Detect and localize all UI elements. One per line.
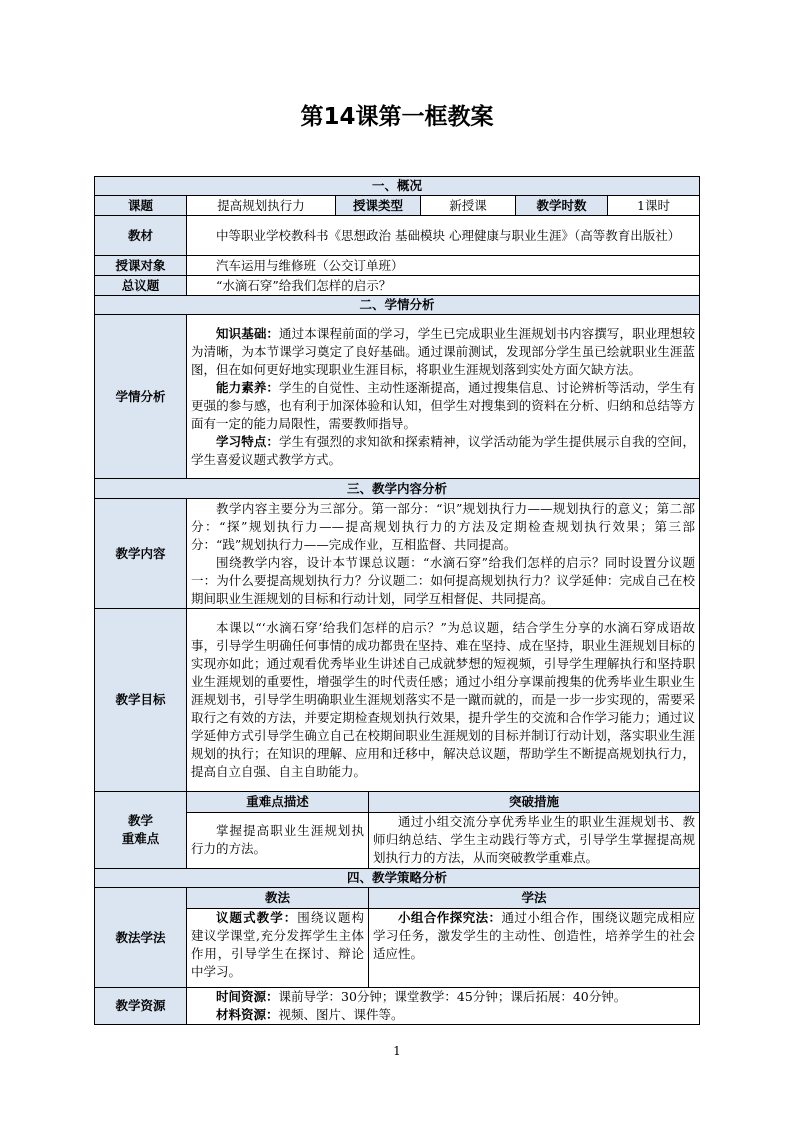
textbook-label: 教材	[95, 216, 187, 256]
material-resource-text: 视频、图片、课件等。	[278, 1007, 404, 1022]
teaching-method-header: 教法	[187, 888, 369, 908]
teaching-content-p1: 教学内容主要分为三部分。第一部分：“识”规划执行力——规划执行的意义；第二部分：“探”规划执行力——提高规划执行力的方法及定期检查规划执行效果；第三部分：“践”规划执行力——完成作业，互相监督、共同提高。	[191, 500, 696, 552]
hours-label: 教学时数	[516, 196, 608, 216]
resource-cell	[187, 988, 700, 1025]
knowledge-basis-paragraph	[191, 325, 695, 379]
course-value: 提高规划执行力	[187, 196, 336, 216]
ability-key: 能力素养：	[216, 379, 280, 395]
course-label: 课题	[95, 196, 187, 216]
key-measure-text: 通过小组交流分享优秀毕业生的职业生涯规划书、教师归纳总结、学生主动践行等方式，引导学生掌握提高规划执行力的方法，从而突破教学重难点。	[373, 814, 696, 865]
learning-method-desc: 通过小组合作，围绕议题完成相应学习任务，激发学生的主动性、创造性，培养学生的社会适应性。	[373, 910, 696, 961]
key-desc-text: 掌握提高职业生涯规划执行力的方法。	[187, 813, 369, 868]
textbook-value: 中等职业学校教科书《思想政治 基础模块 心理健康与职业生涯》（高等教育出版社）	[187, 216, 700, 256]
learning-method-text	[369, 909, 699, 987]
teaching-content-label: 教学内容	[95, 499, 187, 609]
method-label: 教法学法	[95, 888, 187, 988]
learning-method-header: 学法	[369, 888, 699, 908]
time-resource-text: 课前导学：30分钟；课堂教学：45分钟；课后拓展：40分钟。	[278, 989, 627, 1004]
learning-traits-key: 学习特点：	[216, 433, 280, 449]
key-difficulty-label	[95, 792, 187, 869]
teaching-method-desc: 围绕议题构建议学课堂,充分发挥学生主体作用，引导学生在探讨、辩论中学习。	[191, 910, 364, 979]
teaching-goal-label: 教学目标	[95, 609, 187, 792]
learning-traits-text: 学生有强烈的求知欲和探索精神，议学活动能为学生提供展示自我的空间，学生喜爱议题式教学方式。	[191, 433, 696, 467]
knowledge-basis-text: 通过本课程前面的学习，学生已完成职业生涯规划书内容撰写，职业理想较为清晰，为本节课学习奠定了良好基础。通过课前测试，发现部分学生虽已绘就职业生涯蓝图，但在如何更好地实现职业生涯目标，将职业生涯规划落到实处方面欠缺方法。	[191, 325, 696, 377]
resource-label: 教学资源	[95, 988, 187, 1025]
teaching-method-text	[187, 909, 369, 987]
teaching-content-p2: 围绕教学内容，设计本节课总议题：“水滴石穿”给我们怎样的启示？同时设置分议题一：为什么要提高规划执行力？分议题二：如何提高规划执行力？议学延伸：完成自己在校期间职业生涯规划的目标和行动计划，同学互相督促、共同提高。	[191, 554, 696, 606]
key-label-line2: 重难点	[121, 831, 160, 846]
knowledge-basis-key: 知识基础：	[216, 325, 280, 341]
key-difficulty-cell	[187, 792, 700, 869]
key-label-line1: 教学	[127, 813, 153, 828]
target-label: 授课对象	[95, 256, 187, 276]
material-resource-paragraph	[191, 1006, 695, 1024]
method-cell	[187, 888, 700, 988]
time-resource-paragraph	[191, 988, 695, 1006]
target-value: 汽车运用与维修班（公交订单班）	[187, 256, 700, 276]
teaching-method-key: 议题式教学：	[216, 910, 298, 925]
topic-label: 总议题	[95, 276, 187, 296]
lesson-plan-table	[94, 176, 700, 1025]
page-number: 1	[393, 1044, 401, 1058]
section-content-analysis: 三、教学内容分析	[95, 479, 700, 499]
hours-value: 1课时	[608, 196, 700, 216]
page-title: 第14课第一框教案	[300, 104, 494, 130]
lesson-type-label: 授课类型	[336, 196, 421, 216]
student-analysis-content	[187, 315, 700, 479]
topic-value: “水滴石穿”给我们怎样的启示？	[187, 276, 700, 296]
material-resource-key: 材料资源：	[216, 1007, 279, 1022]
key-measure-header: 突破措施	[369, 792, 699, 812]
lesson-type-value: 新授课	[421, 196, 516, 216]
teaching-content-cell	[187, 499, 700, 609]
ability-paragraph	[191, 379, 695, 433]
learning-traits-paragraph	[191, 433, 695, 469]
learning-method-key: 小组合作探究法：	[398, 910, 502, 925]
section-strategy-analysis: 四、教学策略分析	[95, 869, 700, 888]
teaching-goal-text: 本课以“‘水滴石穿’给我们怎样的启示？”为总议题，结合学生分享的水滴石穿成语故事，引导学生明确任何事情的成功都贵在坚持、难在坚持、成在坚持，职业生涯规划目标的实现亦如此；通过观看优秀毕业生讲述自己成就梦想的短视频，引导学生理解执行和坚持职业生涯规划的重要性，增强学生的时代责任感；通过小组分享课前搜集的优秀毕业生职业生涯规划书，引导学生明确职业生涯规划落实不是一蹴而就的，而是一步一步实现的，需要采取行之有效的方法，并要定期检查规划执行效果，提升学生的交流和合作学习能力；通过议学延伸方式引导学生确立自己在校期间职业生涯规划的目标并制订行动计划，落实职业生涯规划的执行；在知识的理解、应用和迁移中，解决总议题，帮助学生不断提高规划执行力，提高自立自强、自主自助能力。	[187, 609, 700, 792]
section-student-analysis: 二、学情分析	[95, 296, 700, 315]
student-analysis-label: 学情分析	[95, 315, 187, 479]
key-desc-header: 重难点描述	[187, 792, 369, 812]
time-resource-key: 时间资源：	[216, 989, 279, 1004]
section-overview: 一、概况	[95, 177, 700, 196]
ability-text: 学生的自觉性、主动性逐渐提高，通过搜集信息、讨论辨析等活动，学生有更强的参与感，也有利于加深体验和认知，但学生对搜集到的资料在分析、归纳和总结等方面有一定的能力局限性，需要教师指导。	[191, 379, 696, 431]
